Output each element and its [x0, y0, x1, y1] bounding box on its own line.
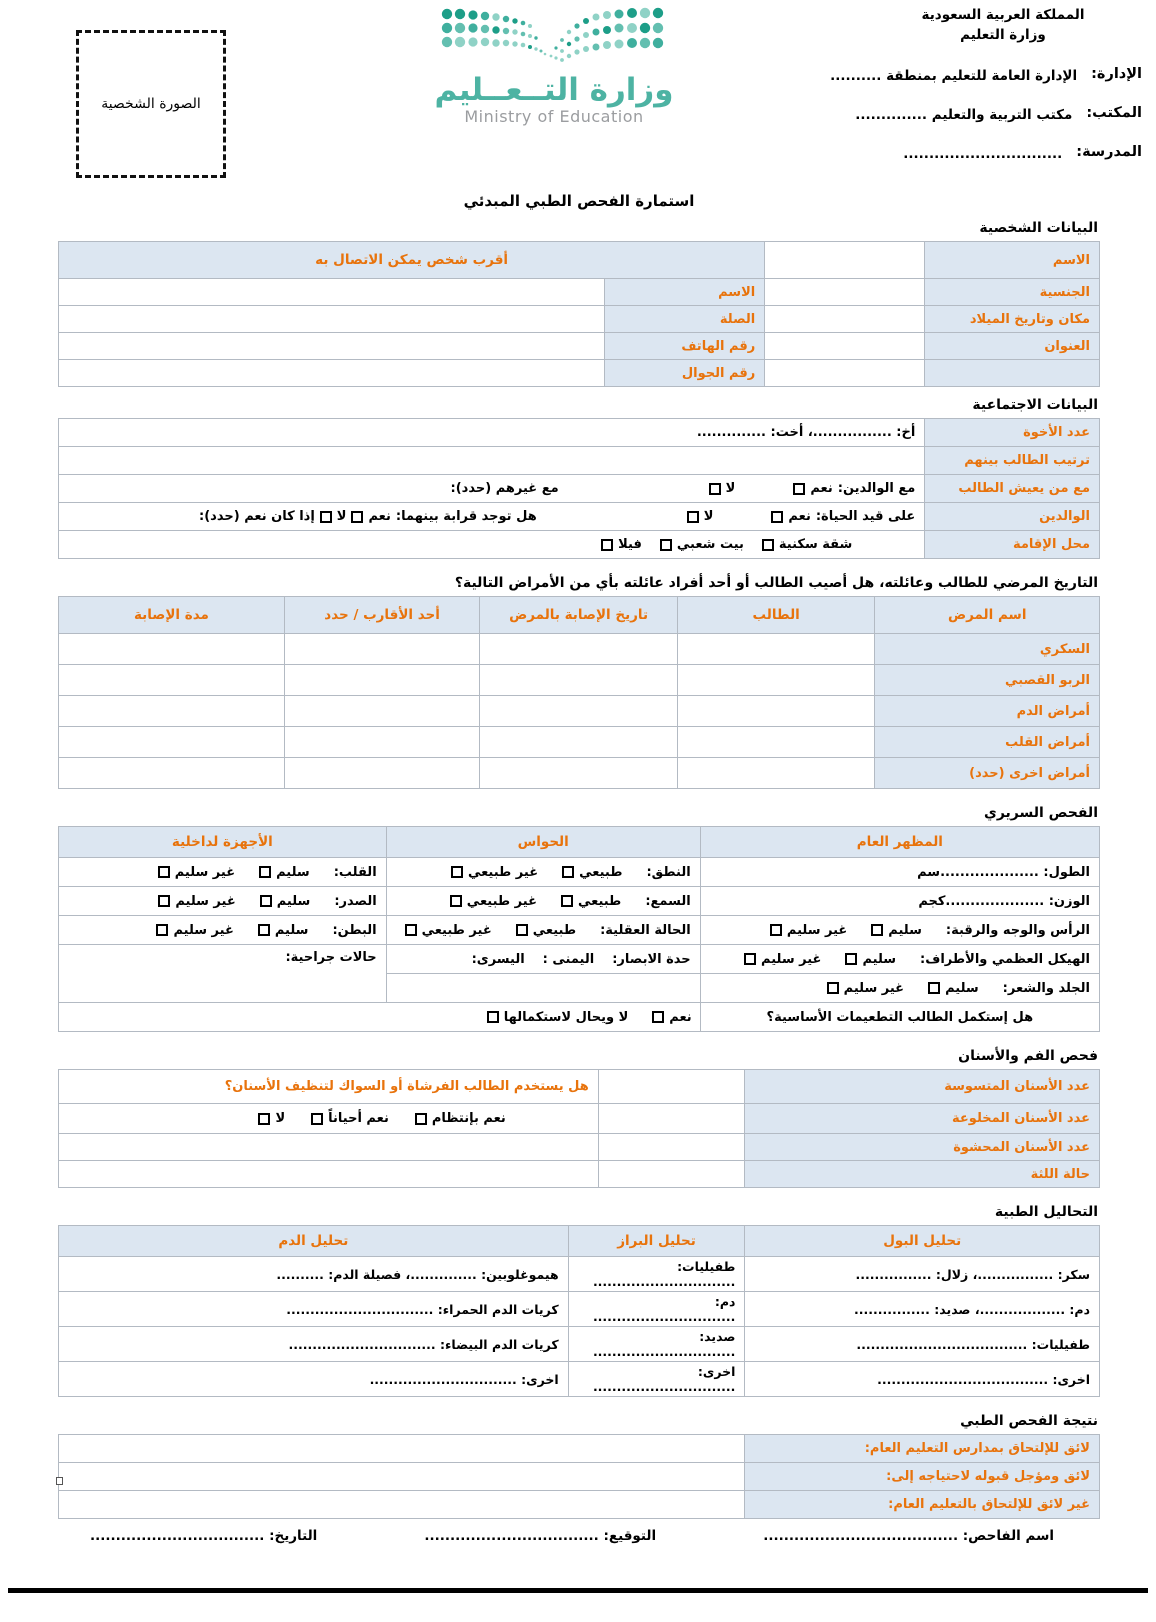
residence-house-option — [660, 537, 744, 552]
checkbox-speech-normal[interactable] — [562, 866, 574, 878]
personal-label-extra — [925, 360, 1099, 386]
not-ok-label: غير سليم — [843, 980, 905, 996]
surgical-label: حالات جراحية: — [285, 950, 377, 965]
stool-pus-row[interactable]: صديد: .............................. — [569, 1327, 745, 1361]
checkbox-vaccination-yes[interactable] — [652, 1011, 664, 1023]
chest-ok-option — [260, 894, 311, 909]
abdomen-label: البطن: — [332, 922, 377, 938]
checkbox-hearing-normal[interactable] — [561, 895, 573, 907]
disease-row-label: أمراض اخرى (حدد) — [875, 758, 1099, 788]
brush-sometimes-option — [311, 1111, 389, 1126]
administration-label: الإدارة: — [1091, 66, 1142, 83]
vaccination-question: هل إستكمل الطالب التطعيمات الأساسية؟ — [766, 1009, 1034, 1025]
disease-cell[interactable] — [678, 727, 875, 757]
checkbox-skeleton-notok[interactable] — [744, 953, 756, 965]
heart-ok-option — [259, 865, 310, 880]
signature-footer — [56, 1528, 1098, 1544]
siblings-count-text: أخ: ................، أخت: .............. — [696, 425, 916, 440]
dental-input-filled[interactable] — [599, 1134, 745, 1160]
social-label-residence: محل الإقامة — [925, 531, 1099, 558]
blood-other-row[interactable]: اخرى: ............................... — [59, 1362, 568, 1396]
disease-cell[interactable] — [678, 758, 875, 788]
dental-exam-table — [58, 1069, 1100, 1188]
lives-with-parents-no-option — [709, 481, 736, 496]
ministry-logo-english-wordmark: Ministry of Education — [464, 106, 644, 126]
abnormal-label: غير طبيعي — [467, 864, 539, 880]
kingdom-title: المملكة العربية السعودية — [921, 7, 1085, 23]
clinical-chest-row — [59, 887, 386, 915]
not-ok-label: غير سليم — [175, 893, 236, 909]
checkbox-abdomen-ok[interactable] — [258, 924, 270, 936]
parents-kinship-question-group — [199, 509, 537, 524]
examiner-name-field[interactable]: اسم الفاحص: ...................................... — [763, 1528, 1054, 1544]
social-label-parents: الوالدين — [925, 503, 1099, 530]
height-text: الطول: ....................سم — [917, 864, 1090, 880]
yes-label: نعم — [810, 481, 833, 496]
section-heading-personal: البيانات الشخصية — [979, 220, 1098, 236]
disease-col-duration: مدة الإصابة — [59, 597, 284, 633]
skeleton-label: الهيكل العظمي والأطراف: — [920, 951, 1090, 967]
social-label-order: ترتيب الطالب بينهم — [925, 447, 1099, 474]
vaccination-yes-option — [652, 1010, 691, 1025]
personal-input-birth[interactable] — [765, 306, 924, 332]
ok-label: سليم — [862, 951, 897, 967]
section-heading-dental: فحص الفم والأسنان — [958, 1048, 1098, 1064]
contact-input-name[interactable] — [59, 279, 604, 305]
normal-label: طبيعي — [532, 922, 577, 938]
disease-cell[interactable] — [59, 634, 284, 664]
speech-normal-option — [562, 865, 622, 880]
parents-kinship-question: هل توجد قرابة بينهما: — [395, 509, 537, 524]
skin-notok-option — [827, 981, 904, 996]
weight-text: الوزن: ....................كجم — [918, 893, 1090, 909]
contact-label-phone: رقم الهاتف — [605, 333, 764, 359]
disease-col-name: اسم المرض — [875, 597, 1099, 633]
office-label: المكتب: — [1086, 105, 1142, 122]
blood-rbc-row[interactable]: كريات الدم الحمراء: ............................... — [59, 1292, 568, 1326]
disease-cell[interactable] — [285, 665, 479, 695]
medical-history-table — [58, 596, 1100, 789]
checkbox-lives-parents-no[interactable] — [709, 483, 721, 495]
hearing-abnormal-option — [450, 894, 537, 909]
disease-cell[interactable] — [480, 634, 677, 664]
personal-input-name[interactable] — [765, 242, 924, 278]
disease-cell[interactable] — [59, 758, 284, 788]
yes-label: نعم — [669, 1009, 692, 1025]
signature-field[interactable]: التوقيع: .................................. — [424, 1528, 657, 1544]
urine-sugar-albumin-row[interactable]: سكر: ................، زلال: ................ — [745, 1257, 1099, 1291]
brush-sometimes-label: نعم أحياناً — [328, 1111, 389, 1126]
disease-row-label: السكري — [875, 634, 1099, 664]
clinical-weight-row[interactable] — [701, 887, 1099, 915]
no-label: لا — [725, 481, 736, 496]
result-label-fit: لائق للإلتحاق بمدارس التعليم العام: — [745, 1435, 1099, 1462]
chest-notok-option — [158, 894, 235, 909]
section-heading-clinical: الفحص السريري — [983, 805, 1098, 821]
checkbox-skin-ok[interactable] — [928, 982, 940, 994]
administration-row — [758, 66, 1148, 84]
checkbox-lives-parents-yes[interactable] — [793, 483, 805, 495]
result-label-unfit: غير لائق للإلتحاق بالتعليم العام: — [745, 1491, 1099, 1518]
no-label: لا — [703, 509, 714, 524]
clinical-skeleton-row — [701, 945, 1099, 973]
checkbox-residence-house[interactable] — [660, 539, 672, 551]
normal-label: طبيعي — [577, 893, 622, 909]
skeleton-ok-option — [845, 952, 896, 967]
disease-cell[interactable] — [480, 696, 677, 726]
checkbox-heart-ok[interactable] — [259, 866, 271, 878]
not-ok-label: غير سليم — [761, 951, 822, 967]
social-data-table — [58, 418, 1100, 559]
disease-cell[interactable] — [285, 727, 479, 757]
section-heading-result: نتيجة الفحص الطبي — [960, 1413, 1098, 1429]
contact-label-relation: الصلة — [605, 306, 764, 332]
dental-label-decayed: عدد الأسنان المتسوسة — [745, 1070, 1099, 1103]
checkbox-chest-notok[interactable] — [158, 895, 170, 907]
head-ok-option — [871, 923, 922, 938]
personal-data-table — [58, 241, 1100, 387]
disease-row-label: أمراض القلب — [875, 727, 1099, 757]
disease-cell[interactable] — [285, 758, 479, 788]
no-label: لا — [336, 509, 347, 524]
contact-input-phone[interactable] — [59, 333, 604, 359]
personal-input-nationality[interactable] — [765, 279, 924, 305]
section-heading-tests: التحاليل الطبية — [994, 1204, 1098, 1220]
clinical-col-organs: الأجهزة لداخلية — [59, 827, 386, 857]
checkbox-brush-sometimes[interactable] — [311, 1113, 323, 1125]
checkbox-abdomen-notok[interactable] — [156, 924, 168, 936]
disease-col-student: الطالب — [678, 597, 875, 633]
clinical-hearing-row — [387, 887, 700, 915]
result-label-deferred: لائق ومؤجل قبوله لاحتياجه إلى: — [745, 1463, 1099, 1490]
dental-label-filled: عدد الأسنان المحشوة — [745, 1134, 1099, 1160]
dental-input-extracted[interactable] — [599, 1104, 745, 1133]
tests-col-blood: تحليل الدم — [59, 1226, 568, 1256]
ok-label: سليم — [888, 922, 922, 938]
clinical-mental-row — [387, 916, 700, 944]
clinical-vision-row[interactable] — [387, 945, 700, 973]
form-title: استمارة الفحص الطبي المبدئي — [463, 192, 695, 210]
personal-input-address[interactable] — [765, 333, 924, 359]
ministry-logo — [398, 4, 710, 126]
stool-parasites-row[interactable]: طفيليات: .............................. — [569, 1257, 745, 1291]
dental-input-decayed[interactable] — [599, 1070, 745, 1103]
vaccination-no-option — [487, 1010, 629, 1025]
brush-no-label: لا — [275, 1111, 286, 1126]
vision-label: حدة الابصار: — [612, 951, 691, 967]
mental-label: الحالة العقلية: — [600, 922, 691, 938]
checkbox-parents-alive-yes[interactable] — [771, 511, 783, 523]
heart-notok-option — [158, 865, 235, 880]
checkbox-mental-normal[interactable] — [516, 924, 528, 936]
clinical-heart-row — [59, 858, 386, 886]
yes-label: نعم — [788, 509, 811, 524]
abdomen-notok-option — [156, 923, 233, 938]
social-parents-row — [59, 503, 924, 530]
not-ok-label: غير سليم — [786, 922, 848, 938]
parents-alive-no-option — [687, 509, 714, 524]
mental-normal-option — [516, 923, 576, 938]
header-admin-block — [758, 6, 1148, 162]
checkbox-residence-villa[interactable] — [601, 539, 613, 551]
brush-question: هل يستخدم الطالب الفرشاة أو السواك لتنظيف الأسنان؟ — [59, 1070, 598, 1103]
heart-label: القلب: — [333, 864, 377, 880]
clinical-height-row[interactable] — [701, 858, 1099, 886]
lives-with-parents-question: مع الوالدين: — [837, 481, 916, 496]
social-label-lives-with: مع من يعيش الطالب — [925, 475, 1099, 502]
checkbox-skin-notok[interactable] — [827, 982, 839, 994]
abnormal-label: غير طبيعي — [421, 922, 492, 938]
photo-placeholder[interactable] — [76, 30, 226, 178]
contact-label-mobile: رقم الجوال — [605, 360, 764, 386]
urine-other-row[interactable]: اخرى: .................................... — [745, 1362, 1099, 1396]
hearing-label: السمع: — [645, 893, 691, 909]
residence-villa-option — [601, 537, 642, 552]
personal-input-extra[interactable] — [765, 360, 924, 386]
urine-blood-pus-row[interactable]: دم: ..................، صديد: ................ — [745, 1292, 1099, 1326]
brush-regular-option — [415, 1111, 506, 1126]
checkbox-heart-notok[interactable] — [158, 866, 170, 878]
school-row — [758, 144, 1148, 162]
disease-col-relative: أحد الأقارب / حدد — [285, 597, 479, 633]
disease-cell[interactable] — [59, 696, 284, 726]
checkbox-brush-no[interactable] — [258, 1113, 270, 1125]
contact-input-relation[interactable] — [59, 306, 604, 332]
result-input-deferred[interactable] — [59, 1463, 744, 1490]
disease-cell[interactable] — [678, 696, 875, 726]
checkbox-skeleton-ok[interactable] — [845, 953, 857, 965]
checkbox-kinship-yes[interactable] — [351, 511, 363, 523]
skeleton-notok-option — [744, 952, 821, 967]
disease-col-date: تاريخ الإصابة بالمرض — [480, 597, 677, 633]
office-value[interactable]: مكتب التربية والتعليم .............. — [855, 107, 1073, 124]
stray-mark — [56, 1477, 63, 1485]
checkbox-speech-abnormal[interactable] — [451, 866, 463, 878]
form-header — [58, 0, 1142, 190]
section-heading-social: البيانات الاجتماعية — [972, 397, 1098, 413]
clinical-head-row — [701, 916, 1099, 944]
office-row — [758, 105, 1148, 123]
yes-label: نعم — [368, 509, 391, 524]
administration-value[interactable]: الإدارة العامة للتعليم بمنطقة .......... — [830, 68, 1078, 85]
abnormal-label: غير طبيعي — [466, 893, 537, 909]
speech-label: النطق: — [646, 864, 691, 880]
lives-with-parents-yes-option — [793, 481, 915, 496]
school-value[interactable]: ............................... — [903, 146, 1063, 163]
checkbox-kinship-no[interactable] — [320, 511, 332, 523]
checkbox-brush-regular[interactable] — [415, 1113, 427, 1125]
personal-label-name: الاسم — [925, 242, 1099, 278]
disease-cell[interactable] — [480, 727, 677, 757]
clinical-empty-cell[interactable] — [387, 974, 700, 1002]
tests-col-stool: تحليل البراز — [569, 1226, 745, 1256]
ok-label: سليم — [276, 864, 310, 880]
dental-label-extracted: عدد الأسنان المخلوعة — [745, 1104, 1099, 1133]
clinical-col-senses: الحواس — [387, 827, 700, 857]
contact-person-header: أقرب شخص يمكن الاتصال به — [59, 242, 764, 278]
checkbox-parents-alive-no[interactable] — [687, 511, 699, 523]
contact-input-mobile[interactable] — [59, 360, 604, 386]
page-bottom-rule — [8, 1588, 1148, 1593]
residence-apartment-label: شقة سكنية — [778, 537, 853, 552]
social-lives-with-row — [59, 475, 924, 502]
photo-placeholder-label: الصورة الشخصية — [101, 96, 201, 112]
ok-label: سليم — [945, 980, 979, 996]
lives-with-other-label[interactable]: مع غيرهم (حدد): — [450, 481, 559, 496]
brush-no-option — [258, 1111, 285, 1126]
disease-row-label: أمراض الدم — [875, 696, 1099, 726]
residence-apartment-option — [762, 537, 852, 552]
disease-cell[interactable] — [480, 665, 677, 695]
blood-wbc-row[interactable]: كريات الدم البيضاء: ............................... — [59, 1327, 568, 1361]
disease-cell[interactable] — [285, 634, 479, 664]
dental-extra-cell[interactable] — [59, 1161, 598, 1187]
disease-cell[interactable] — [59, 665, 284, 695]
personal-label-address: العنوان — [925, 333, 1099, 359]
lab-tests-table — [58, 1225, 1100, 1397]
date-field[interactable]: التاريخ: .................................. — [90, 1528, 318, 1544]
checkbox-mental-abnormal[interactable] — [405, 924, 417, 936]
checkbox-head-ok[interactable] — [871, 924, 883, 936]
disease-cell[interactable] — [480, 758, 677, 788]
result-input-fit[interactable] — [59, 1435, 744, 1462]
disease-row-label: الربو القصبي — [875, 665, 1099, 695]
exam-result-table — [58, 1434, 1100, 1519]
skin-ok-option — [928, 981, 979, 996]
section-heading-diseases: التاريخ المرضي للطالب وعائلته، هل أصيب الطالب أو أحد أفراد عائلته بأي من الأمراض التالية؟ — [454, 575, 1098, 591]
stool-other-row[interactable]: اخرى: .............................. — [569, 1362, 745, 1396]
not-ok-label: غير سليم — [174, 864, 236, 880]
disease-cell[interactable] — [678, 665, 875, 695]
checkbox-vaccination-no[interactable] — [487, 1011, 499, 1023]
ok-label: سليم — [276, 893, 311, 909]
clinical-col-appearance: المظهر العام — [701, 827, 1099, 857]
speech-abnormal-option — [451, 865, 538, 880]
checkbox-residence-apartment[interactable] — [762, 539, 774, 551]
result-input-unfit[interactable] — [59, 1491, 744, 1518]
no-referred-label: لا ويحال لاستكمالها — [503, 1009, 629, 1025]
contact-label-name: الاسم — [605, 279, 764, 305]
ministry-logo-arabic-wordmark: وزارة التــعــليم — [434, 72, 674, 108]
tests-col-urine: تحليل البول — [745, 1226, 1099, 1256]
disease-cell[interactable] — [678, 634, 875, 664]
clinical-exam-table — [58, 826, 1100, 1032]
vision-right-eye-label: اليمنى : — [542, 951, 595, 967]
stool-blood-row[interactable]: دم: .............................. — [569, 1292, 745, 1326]
dental-extra-cell[interactable] — [59, 1134, 598, 1160]
clinical-skin-row — [701, 974, 1099, 1002]
checkbox-head-notok[interactable] — [770, 924, 782, 936]
dental-input-gums[interactable] — [599, 1161, 745, 1187]
disease-cell[interactable] — [285, 696, 479, 726]
ministry-title: وزارة التعليم — [960, 26, 1046, 43]
vaccination-answer-cell — [59, 1003, 700, 1031]
brush-options-row — [59, 1104, 598, 1133]
abdomen-ok-option — [258, 923, 309, 938]
school-label: المدرسة: — [1076, 144, 1142, 161]
chest-label: الصدر: — [334, 893, 377, 909]
parents-alive-yes-option — [771, 509, 915, 524]
normal-label: طبيعي — [579, 864, 623, 880]
vision-left-eye-label: اليسرى: — [471, 951, 525, 967]
personal-label-birth: مكان وتاريخ الميلاد — [925, 306, 1099, 332]
clinical-speech-row — [387, 858, 700, 886]
residence-villa-label: فيلا — [618, 537, 642, 552]
social-label-siblings: عدد الأخوة — [925, 419, 1099, 446]
ministry-logo-dots — [439, 4, 669, 68]
blood-hemoglobin-type-row[interactable]: هيموغلوبين: ..............، فصيلة الدم: .......... — [59, 1257, 568, 1291]
head-notok-option — [770, 923, 847, 938]
social-residence-row — [59, 531, 924, 558]
parents-alive-question: على قيد الحياة: — [815, 509, 916, 524]
kinship-if-yes-label[interactable]: إذا كان نعم (حدد): — [199, 509, 315, 524]
not-ok-label: غير سليم — [173, 922, 234, 938]
vaccination-question-cell — [701, 1003, 1099, 1031]
ok-label: سليم — [274, 922, 309, 938]
clinical-surgical-cell[interactable] — [59, 945, 386, 1002]
skin-hair-label: الجلد والشعر: — [1002, 980, 1090, 996]
brush-regular-label: نعم بإنتظام — [431, 1111, 506, 1126]
disease-cell[interactable] — [59, 727, 284, 757]
personal-label-nationality: الجنسية — [925, 279, 1099, 305]
checkbox-hearing-abnormal[interactable] — [450, 895, 462, 907]
mental-abnormal-option — [405, 923, 492, 938]
social-input-order[interactable] — [59, 447, 924, 474]
clinical-abdomen-row — [59, 916, 386, 944]
checkbox-chest-ok[interactable] — [260, 895, 272, 907]
hearing-normal-option — [561, 894, 621, 909]
head-neck-label: الرأس والوجه والرقبة: — [945, 922, 1090, 938]
dental-label-gums: حالة اللثة — [745, 1161, 1099, 1187]
social-siblings-row[interactable] — [59, 419, 924, 446]
urine-parasites-row[interactable]: طفيليات: .................................... — [745, 1327, 1099, 1361]
residence-house-label: بيت شعبي — [676, 537, 744, 552]
